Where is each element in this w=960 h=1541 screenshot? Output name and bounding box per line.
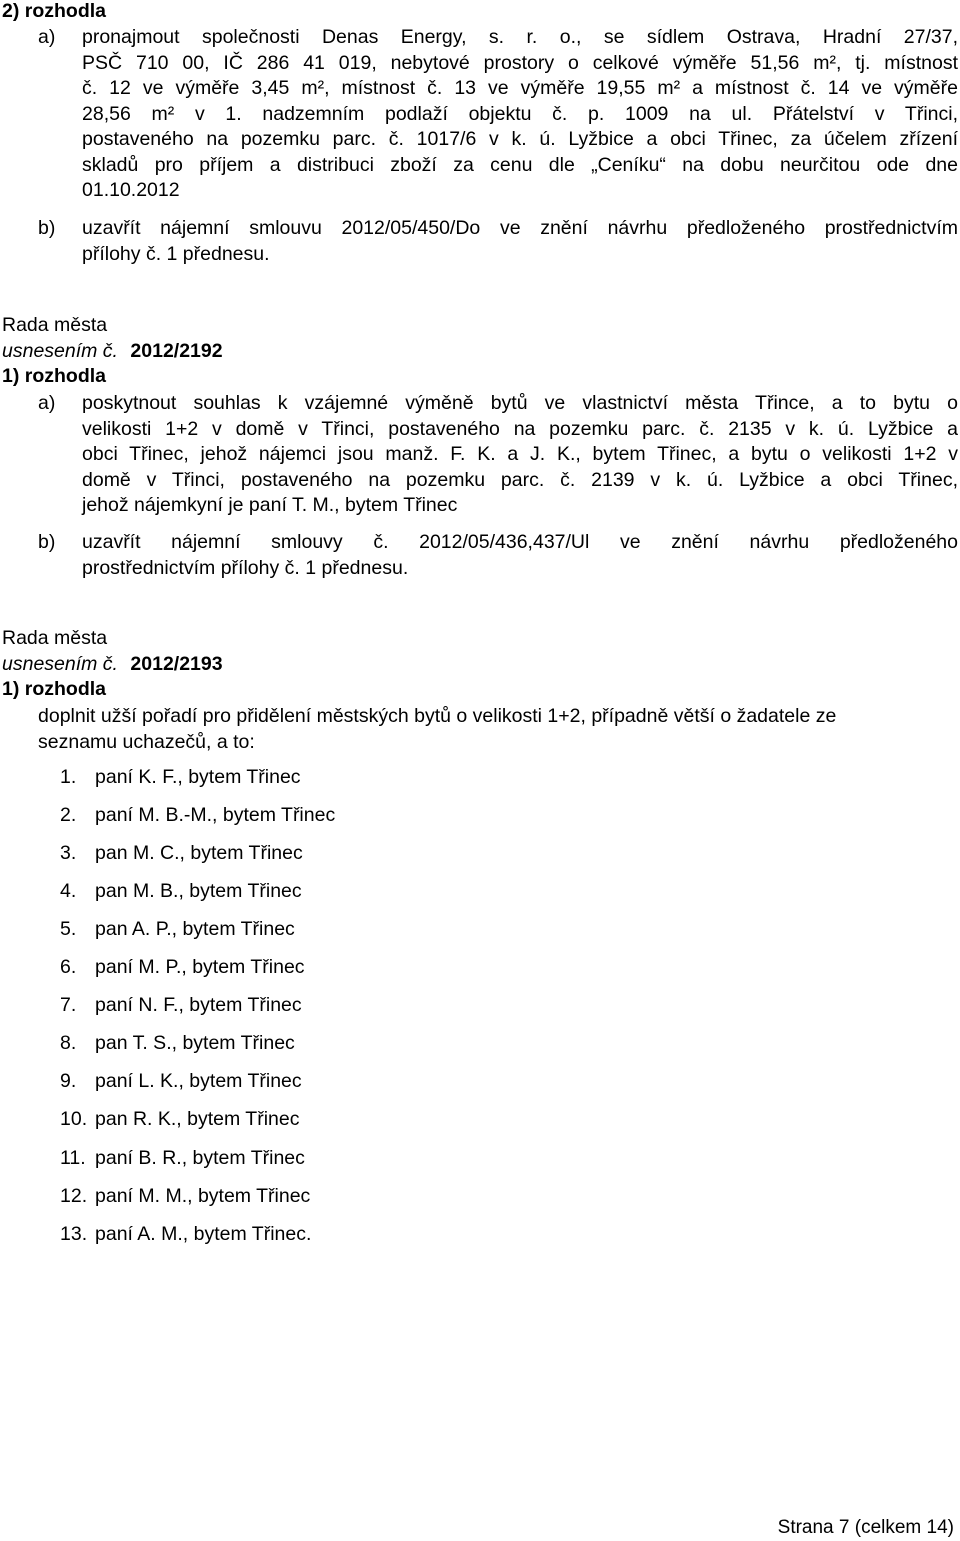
- intro-line: doplnit užší pořadí pro přidělení městských bytů o velikosti 1+2, případně větší o žadatele ze: [38, 705, 837, 727]
- list-text: paní M. B.-M., bytem Třinec: [95, 804, 336, 826]
- item-label: b): [38, 531, 56, 553]
- item-b-line: přílohy č. 1 přednesu.: [82, 242, 270, 265]
- list-text: pan R. K., bytem Třinec: [95, 1108, 300, 1130]
- item-b-line: uzavřít nájemní smlouvy č. 2012/05/436,437/Ul ve znění návrhu předloženého: [82, 531, 958, 553]
- item-a-line: velikosti 1+2 v domě v Třinci, postaveného na pozemku parc. č. 2135 v k. ú. Lyžbice a: [82, 417, 958, 440]
- list-number: 4.: [60, 880, 77, 902]
- section-heading: [2, 0, 106, 25]
- council-name: Rada města: [2, 314, 108, 336]
- item-b-body: [82, 216, 958, 267]
- item-a-line: obci Třinec, jehož nájemci jsou manž. F. K. a J. K., bytem Třinec, a bytu o velikosti 1+2 v: [82, 443, 958, 465]
- item-a-line: č. 12 ve výměře 3,45 m², místnost č. 13 ve výměře 19,55 m² a místnost č. 14 ve výměře: [82, 77, 958, 99]
- resolution-number: 2012/2192: [130, 339, 223, 362]
- item-b-body: [82, 530, 958, 581]
- item-label: a): [38, 26, 56, 48]
- intro-line: seznamu uchazečů, a to:: [38, 730, 255, 753]
- list-text: pan M. B., bytem Třinec: [95, 880, 302, 902]
- list-number: 3.: [60, 842, 77, 864]
- item-a-line: postaveného na pozemku parc. č. 1017/6 v k. ú. Lyžbice a obci Třinec, za účelem zřízení: [82, 128, 958, 150]
- list-item: [60, 879, 302, 905]
- list-item: [60, 1222, 311, 1248]
- list-text: paní A. M., bytem Třinec.: [95, 1223, 312, 1245]
- resolution-header: [2, 313, 223, 390]
- list-text: paní K. F., bytem Třinec: [95, 766, 301, 788]
- item-a-line: jehož nájemkyní je paní T. M., bytem Třinec: [82, 494, 458, 516]
- list-text: paní N. F., bytem Třinec: [95, 994, 302, 1016]
- list-item: [60, 803, 335, 829]
- page-number: Strana 7 (celkem 14): [777, 1517, 954, 1538]
- list-item: [60, 993, 302, 1019]
- decision-intro: [38, 704, 958, 755]
- list-text: pan M. C., bytem Třinec: [95, 842, 303, 864]
- list-item: [60, 955, 305, 981]
- list-number: 12.: [60, 1185, 88, 1207]
- resolution-label: usnesením č.: [2, 652, 118, 675]
- list-number: 13.: [60, 1223, 88, 1245]
- item-a-line: skladů pro příjem a distribuci zboží za cenu dle „Ceníku“ na dobu neurčitou ode dne: [82, 153, 958, 176]
- list-item: [60, 765, 301, 791]
- list-text: paní B. R., bytem Třinec: [95, 1147, 305, 1169]
- list-item: [60, 841, 303, 867]
- item-b-line: uzavřít nájemní smlouvu 2012/05/450/Do ve znění návrhu předloženého prostřednictvím: [82, 217, 958, 239]
- item-a-line: 28,56 m² v 1. nadzemním podlaží objektu č. p. 1009 na ul. Přátelství v Třinci,: [82, 102, 958, 125]
- item-a-line: PSČ 710 00, IČ 286 41 019, nebytové prostory o celkové výměře 51,56 m², tj. místnost: [82, 51, 958, 74]
- item-a-line: 01.10.2012: [82, 179, 180, 201]
- list-number: 11.: [60, 1147, 86, 1169]
- list-number: 1.: [60, 766, 77, 788]
- list-item: [60, 1069, 302, 1095]
- list-number: 2.: [60, 804, 77, 826]
- list-text: paní M. P., bytem Třinec: [95, 956, 305, 978]
- item-a-body: [82, 391, 958, 519]
- item-b-line: prostřednictvím přílohy č. 1 přednesu.: [82, 556, 409, 579]
- section-heading-text: 2) rozhodla: [2, 0, 107, 22]
- list-item: [60, 1107, 299, 1133]
- resolution-header: [2, 626, 223, 703]
- list-number: 9.: [60, 1070, 77, 1092]
- list-item: [60, 1184, 310, 1210]
- decision-heading: 1) rozhodla: [2, 365, 107, 387]
- list-number: 7.: [60, 994, 77, 1016]
- list-text: paní M. M., bytem Třinec: [95, 1185, 311, 1207]
- list-number: 10.: [60, 1108, 88, 1130]
- item-a-line: poskytnout souhlas k vzájemné výměně bytů ve vlastnictví města Třince, a to bytu o: [82, 392, 958, 414]
- list-text: paní L. K., bytem Třinec: [95, 1070, 302, 1092]
- decision-heading: 1) rozhodla: [2, 678, 107, 700]
- list-text: pan T. S., bytem Třinec: [95, 1032, 295, 1054]
- list-number: 6.: [60, 956, 77, 978]
- list-item: [60, 917, 295, 943]
- item-a-line: domě v Třinci, postaveného na pozemku parc. č. 2139 v k. ú. Lyžbice a obci Třinec,: [82, 468, 958, 491]
- resolution-number: 2012/2193: [130, 652, 223, 675]
- list-number: 5.: [60, 918, 77, 940]
- item-label: b): [38, 217, 56, 239]
- list-number: 8.: [60, 1032, 77, 1054]
- list-item: [60, 1031, 295, 1057]
- item-label: a): [38, 392, 56, 414]
- council-name: Rada města: [2, 627, 108, 649]
- item-a-body: [82, 25, 958, 204]
- resolution-label: usnesením č.: [2, 339, 118, 362]
- list-item: [60, 1146, 305, 1172]
- item-a-line: pronajmout společnosti Denas Energy, s. r. o., se sídlem Ostrava, Hradní 27/37,: [82, 26, 958, 48]
- list-text: pan A. P., bytem Třinec: [95, 918, 295, 940]
